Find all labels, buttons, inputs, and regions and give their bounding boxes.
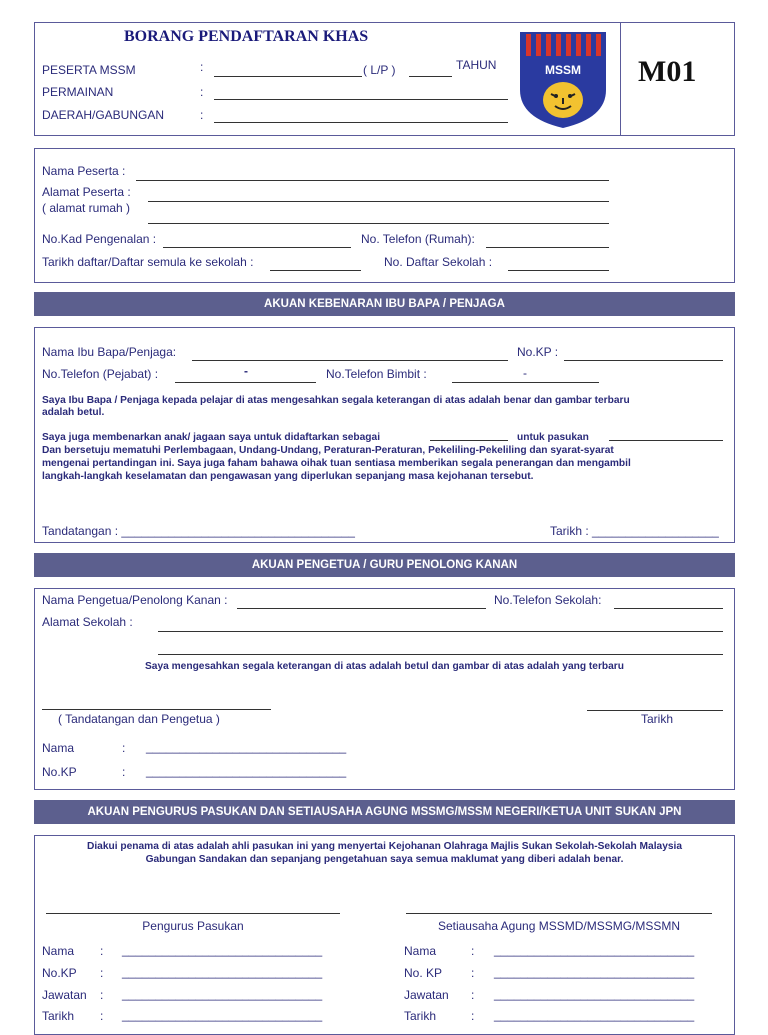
svg-text:MSSM: MSSM <box>545 63 581 77</box>
pengurus-nokp-field[interactable]: ______________________________ <box>122 965 323 979</box>
no-daftar-label: No. Daftar Sekolah : <box>384 255 493 269</box>
alamat-note: ( alamat rumah ) <box>42 201 131 215</box>
pengetua-box <box>34 588 735 790</box>
pengurus-heading: AKUAN PENGURUS PASUKAN DAN SETIAUSAHA AGUNG MSSMG/MSSM NEGERI/KETUA UNIT SUKAN JPN <box>34 800 735 824</box>
ibubapa-heading: AKUAN KEBENARAN IBU BAPA / PENJAGA <box>34 292 735 316</box>
colon: : <box>471 1009 475 1023</box>
alamat-field-1[interactable] <box>148 201 609 202</box>
ibubapa-statement-1b: adalah betul. <box>42 407 105 418</box>
tarikh-daftar-field[interactable] <box>270 270 361 271</box>
gender-field[interactable] <box>409 76 452 77</box>
ibubapa-tarikh[interactable]: Tarikh : ___________________ <box>550 524 719 538</box>
pengetua-tandatangan-label: ( Tandatangan dan Pengetua ) <box>58 712 220 726</box>
ibubapa-statement-2c: mengenai pertandingan ini. Saya juga faham bahawa oihak tuan sentiasa memberikan segala penerangan dan mengambil <box>42 458 631 469</box>
pengetua-signature-line[interactable] <box>42 709 271 710</box>
pengurus-title: Pengurus Pasukan <box>142 919 244 933</box>
pengetua-nama-label: Nama <box>42 741 75 755</box>
pengurus-box <box>34 835 735 1035</box>
nama-ibubapa-label: Nama Ibu Bapa/Penjaga: <box>42 345 177 359</box>
pengetua-heading: AKUAN PENGETUA / GURU PENOLONG KANAN <box>34 553 735 577</box>
colon: : <box>100 988 104 1002</box>
permainan-field[interactable] <box>214 99 508 100</box>
setiausaha-title: Setiausaha Agung MSSMD/MSSMG/MSSMN <box>437 919 681 933</box>
colon: : <box>471 944 475 958</box>
telefon-rumah-label: No. Telefon (Rumah): <box>361 232 475 246</box>
no-daftar-field[interactable] <box>508 270 609 271</box>
tahun-label: TAHUN <box>456 58 497 72</box>
setiausaha-nokp-label: No. KP <box>404 966 443 980</box>
dash: - <box>523 366 527 380</box>
nama-ibubapa-field[interactable] <box>192 360 508 361</box>
colon: : <box>100 966 104 980</box>
daerah-label: DAERAH/GABUNGAN <box>42 108 165 122</box>
mssm-logo <box>518 30 608 130</box>
colon: : <box>100 1009 104 1023</box>
form-code: M01 <box>638 55 697 88</box>
pengurus-nama-field[interactable]: ______________________________ <box>122 943 323 957</box>
setiausaha-tarikh-field[interactable]: ______________________________ <box>494 1008 695 1022</box>
colon: : <box>471 966 475 980</box>
pasukan-field[interactable] <box>609 440 723 441</box>
nama-peserta-label: Nama Peserta : <box>42 164 126 178</box>
setiausaha-jawatan-label: Jawatan <box>404 988 449 1002</box>
setiausaha-nokp-field[interactable]: ______________________________ <box>494 965 695 979</box>
alamat-sekolah-field-1[interactable] <box>158 631 723 632</box>
ibubapa-nokp-label: No.KP : <box>517 345 559 359</box>
pengetua-tarikh-line[interactable] <box>587 710 723 711</box>
untuk-pasukan-text: untuk pasukan <box>517 432 589 443</box>
tel-sekolah-field[interactable] <box>614 608 723 609</box>
ibubapa-nokp-field[interactable] <box>564 360 723 361</box>
colon: : <box>122 741 126 755</box>
pengurus-statement-2: Gabungan Sandakan dan sepanjang pengetahuan saya semua maklumat yang diberi adalah benar. <box>145 854 624 865</box>
tel-bimbit-label: No.Telefon Bimbit : <box>326 367 427 381</box>
tel-sekolah-label: No.Telefon Sekolah: <box>494 593 602 607</box>
permainan-label: PERMAINAN <box>42 85 114 99</box>
pengurus-tarikh-label: Tarikh <box>42 1009 75 1023</box>
telefon-rumah-field[interactable] <box>486 247 609 248</box>
alamat-sekolah-label: Alamat Sekolah : <box>42 615 133 629</box>
form-title: BORANG PENDAFTARAN KHAS <box>124 28 369 45</box>
colon: : <box>122 765 126 779</box>
ibubapa-statement-1: Saya Ibu Bapa / Penjaga kepada pelajar di atas mengesahkan segala keterangan di atas adalah benar dan gambar terbaru <box>42 395 630 406</box>
setiausaha-nama-label: Nama <box>404 944 437 958</box>
colon: : <box>200 108 204 122</box>
kad-pengenalan-field[interactable] <box>163 247 351 248</box>
pengetua-statement: Saya mengesahkan segala keterangan di atas adalah betul dan gambar di atas adalah yang terbaru <box>145 661 624 672</box>
setiausaha-tarikh-label: Tarikh <box>404 1009 437 1023</box>
ibubapa-statement-2d: langkah-langkah keselamatan dan pengawasan yang diperlukan sepanjang masa kejohanan tersebut. <box>42 471 534 482</box>
nama-pengetua-label: Nama Pengetua/Penolong Kanan : <box>42 593 228 607</box>
pengurus-statement-1: Diakui penama di atas adalah ahli pasukan ini yang menyertai Kejohanan Olahraga Majlis Sukan Sekolah-Sekolah Malaysia <box>86 841 683 852</box>
tel-pejabat-label: No.Telefon (Pejabat) : <box>42 367 159 381</box>
nama-peserta-field[interactable] <box>136 180 609 181</box>
gender-label: ( L/P ) <box>363 63 396 77</box>
pengurus-jawatan-label: Jawatan <box>42 988 87 1002</box>
alamat-sekolah-field-2[interactable] <box>158 654 723 655</box>
tel-pejabat-field[interactable] <box>175 382 316 383</box>
alamat-peserta-label: Alamat Peserta : <box>42 185 131 199</box>
pengurus-nama-label: Nama <box>42 944 75 958</box>
alamat-field-2[interactable] <box>148 223 609 224</box>
tarikh-daftar-label: Tarikh daftar/Daftar semula ke sekolah : <box>42 255 254 269</box>
pengurus-tarikh-field[interactable]: ______________________________ <box>122 1008 323 1022</box>
ibubapa-tandatangan[interactable]: Tandatangan : ___________________________________ <box>42 524 355 538</box>
tel-bimbit-field[interactable] <box>452 382 599 383</box>
colon: : <box>100 944 104 958</box>
setiausaha-jawatan-field[interactable]: ______________________________ <box>494 987 695 1001</box>
pengetua-nama-field[interactable]: ______________________________ <box>146 740 347 754</box>
nama-pengetua-field[interactable] <box>237 608 486 609</box>
peserta-mssm-label: PESERTA MSSM <box>42 63 136 77</box>
colon: : <box>200 60 204 74</box>
pengurus-signature-line[interactable] <box>46 913 340 914</box>
kad-pengenalan-label: No.Kad Pengenalan : <box>42 232 157 246</box>
colon: : <box>471 988 475 1002</box>
setiausaha-signature-line[interactable] <box>406 913 712 914</box>
pengetua-nokp-field[interactable]: ______________________________ <box>146 764 347 778</box>
daerah-field[interactable] <box>214 122 508 123</box>
setiausaha-nama-field[interactable]: ______________________________ <box>494 943 695 957</box>
pengurus-nokp-label: No.KP <box>42 966 77 980</box>
peserta-mssm-field[interactable] <box>214 76 362 77</box>
dash: - <box>244 364 248 378</box>
pengetua-nokp-label: No.KP <box>42 765 77 779</box>
ibubapa-statement-2b: Dan bersetuju mematuhi Perlembagaan, Undang-Undang, Peraturan-Peraturan, Pekeliling-Pekeliling dan syarat-syarat <box>42 445 614 456</box>
sebagai-field[interactable] <box>430 440 508 441</box>
pengetua-tarikh-label: Tarikh <box>641 712 674 726</box>
colon: : <box>200 85 204 99</box>
ibubapa-statement-2a: Saya juga membenarkan anak/ jagaan saya untuk didaftarkan sebagai <box>42 432 381 443</box>
pengurus-jawatan-field[interactable]: ______________________________ <box>122 987 323 1001</box>
